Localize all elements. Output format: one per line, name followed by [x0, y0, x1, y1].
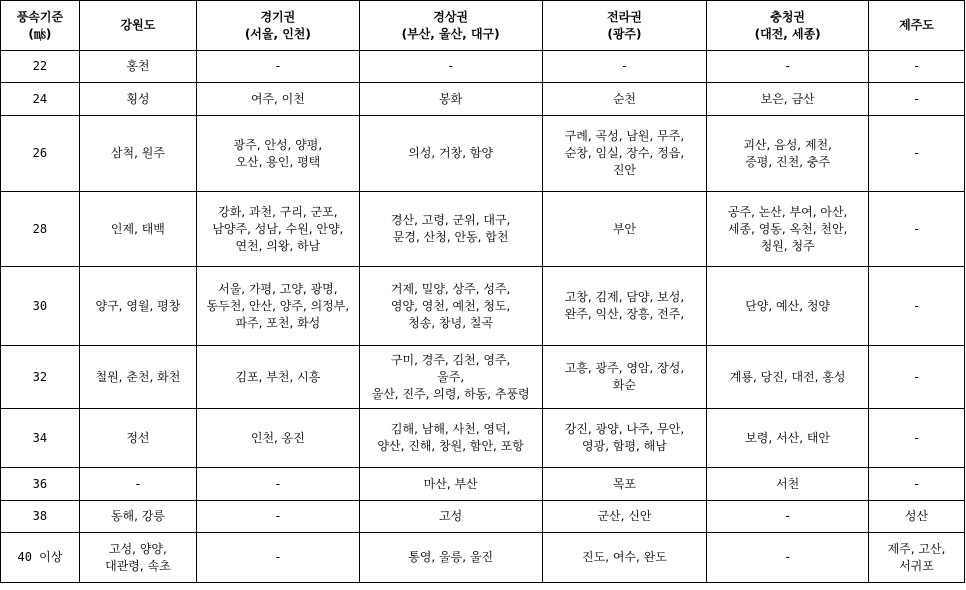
cell-jeju: -: [868, 116, 964, 192]
cell-jeju: -: [868, 83, 964, 116]
cell-jeolla: 목포: [542, 468, 707, 501]
cell-jeolla: 진도, 여수, 완도: [542, 533, 707, 583]
header-gangwon: 강원도: [79, 1, 196, 51]
cell-gyeongsang: 김해, 남해, 사천, 영덕, 양산, 진해, 창원, 함안, 포항: [359, 409, 542, 468]
cell-gyeonggi: 강화, 과천, 구리, 군포, 남양주, 성남, 수원, 안양, 연천, 의왕, 하남: [197, 192, 360, 267]
cell-gangwon: 동해, 강릉: [79, 501, 196, 533]
cell-wind-speed: 24: [1, 83, 80, 116]
cell-jeolla: 군산, 신안: [542, 501, 707, 533]
header-jeolla: 전라권 (광주): [542, 1, 707, 51]
cell-gyeonggi: 김포, 부천, 시흥: [197, 346, 360, 409]
cell-jeolla: 고창, 김제, 담양, 보성, 완주, 익산, 장흥, 전주,: [542, 267, 707, 346]
cell-gyeongsang: 구미, 경주, 김천, 영주, 울주, 울산, 진주, 의령, 하동, 추풍령: [359, 346, 542, 409]
cell-jeju: -: [868, 267, 964, 346]
table-row: [1, 468, 965, 501]
cell-gangwon: 삼척, 원주: [79, 116, 196, 192]
cell-gyeonggi: -: [197, 501, 360, 533]
cell-wind-speed: 36: [1, 468, 80, 501]
cell-jeolla: 부안: [542, 192, 707, 267]
cell-jeolla: 강진, 광양, 나주, 무안, 영광, 함평, 해남: [542, 409, 707, 468]
cell-gangwon: 고성, 양양, 대관령, 속초: [79, 533, 196, 583]
cell-jeju: -: [868, 346, 964, 409]
cell-gyeonggi: -: [197, 533, 360, 583]
header-gyeongsang: 경상권 (부산, 울산, 대구): [359, 1, 542, 51]
table-row: [1, 51, 965, 83]
cell-gangwon: 철원, 춘천, 화천: [79, 346, 196, 409]
cell-wind-speed: 26: [1, 116, 80, 192]
cell-gyeonggi: -: [197, 468, 360, 501]
cell-jeju: -: [868, 51, 964, 83]
cell-gyeonggi: 인천, 옹진: [197, 409, 360, 468]
cell-chungcheong: 공주, 논산, 부여, 아산, 세종, 영동, 옥천, 천안, 청원, 청주: [707, 192, 869, 267]
cell-jeju: 제주, 고산, 서귀포: [868, 533, 964, 583]
cell-chungcheong: 서천: [707, 468, 869, 501]
cell-chungcheong: 단양, 예산, 청양: [707, 267, 869, 346]
header-jeju: 제주도: [868, 1, 964, 51]
cell-wind-speed: 40 이상: [1, 533, 80, 583]
cell-wind-speed: 38: [1, 501, 80, 533]
table-row: [1, 267, 965, 346]
cell-chungcheong: -: [707, 501, 869, 533]
cell-gyeongsang: 경산, 고령, 군위, 대구, 문경, 산청, 안동, 합천: [359, 192, 542, 267]
cell-jeolla: 순천: [542, 83, 707, 116]
table-row: [1, 533, 965, 583]
cell-jeolla: 고흥, 광주, 영암, 장성, 화순: [542, 346, 707, 409]
cell-jeju: -: [868, 409, 964, 468]
cell-gangwon: -: [79, 468, 196, 501]
cell-chungcheong: 괴산, 음성, 제천, 증평, 진천, 충주: [707, 116, 869, 192]
cell-jeju: -: [868, 468, 964, 501]
cell-gangwon: 정선: [79, 409, 196, 468]
table-row: [1, 116, 965, 192]
cell-gyeonggi: 여주, 이천: [197, 83, 360, 116]
table-header-row: [1, 1, 965, 51]
cell-gangwon: 홍천: [79, 51, 196, 83]
cell-jeju: -: [868, 192, 964, 267]
cell-chungcheong: 계룡, 당진, 대전, 홍성: [707, 346, 869, 409]
cell-gangwon: 인제, 태백: [79, 192, 196, 267]
cell-gyeongsang: 의성, 거창, 함양: [359, 116, 542, 192]
cell-jeolla: -: [542, 51, 707, 83]
cell-jeolla: 구례, 곡성, 남원, 무주, 순창, 임실, 장수, 정읍, 진안: [542, 116, 707, 192]
table-row: [1, 192, 965, 267]
table-row: [1, 501, 965, 533]
header-gyeonggi: 경기권 (서울, 인천): [197, 1, 360, 51]
cell-gyeongsang: 통영, 울릉, 울진: [359, 533, 542, 583]
cell-gyeongsang: 마산, 부산: [359, 468, 542, 501]
table-row: [1, 409, 965, 468]
cell-gyeonggi: 광주, 안성, 양평, 오산, 용인, 평택: [197, 116, 360, 192]
table-row: [1, 346, 965, 409]
cell-gyeongsang: 고성: [359, 501, 542, 533]
table-row: [1, 83, 965, 116]
cell-chungcheong: 보은, 금산: [707, 83, 869, 116]
cell-chungcheong: 보령, 서산, 태안: [707, 409, 869, 468]
cell-gyeonggi: -: [197, 51, 360, 83]
cell-gangwon: 횡성: [79, 83, 196, 116]
header-chungcheong: 충청권 (대전, 세종): [707, 1, 869, 51]
cell-wind-speed: 28: [1, 192, 80, 267]
cell-jeju: 성산: [868, 501, 964, 533]
cell-chungcheong: -: [707, 533, 869, 583]
cell-gangwon: 양구, 영월, 평창: [79, 267, 196, 346]
cell-wind-speed: 34: [1, 409, 80, 468]
cell-gyeongsang: -: [359, 51, 542, 83]
header-wind-speed: 풍속기준 (㎧): [1, 1, 80, 51]
cell-gyeongsang: 거제, 밀양, 상주, 성주, 영양, 영천, 예천, 청도, 청송, 창녕, 칠곡: [359, 267, 542, 346]
cell-gyeonggi: 서울, 가평, 고양, 광명, 동두천, 안산, 양주, 의정부, 파주, 포천, 화성: [197, 267, 360, 346]
cell-gyeongsang: 봉화: [359, 83, 542, 116]
cell-wind-speed: 32: [1, 346, 80, 409]
cell-wind-speed: 22: [1, 51, 80, 83]
cell-wind-speed: 30: [1, 267, 80, 346]
cell-chungcheong: -: [707, 51, 869, 83]
